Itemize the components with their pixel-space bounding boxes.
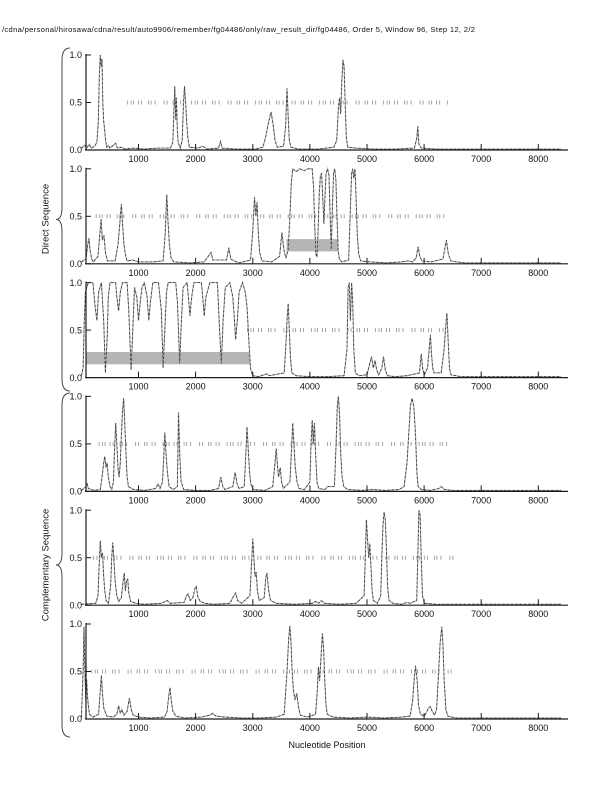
trace-dark <box>81 626 561 718</box>
y-tick-label: 1.0 <box>69 50 82 61</box>
y-tick-label: 0.5 <box>69 666 82 677</box>
trace-gray <box>81 510 561 604</box>
y-tick-label: 1.0 <box>69 619 82 630</box>
y-tick-label: 0.5 <box>69 439 82 450</box>
panel-complementary-frame-2 <box>69 505 568 619</box>
x-tick-label: 4000 <box>299 154 320 164</box>
x-tick-label: 1000 <box>128 154 149 164</box>
panel-direct-frame-3 <box>69 278 568 392</box>
highlight-bar <box>86 352 250 364</box>
x-tick-label: 5000 <box>356 267 378 278</box>
x-tick-label: 3000 <box>242 267 263 278</box>
y-tick-label: 0.0 <box>69 600 82 611</box>
y-tick-label: 1.0 <box>69 505 82 516</box>
complementary-sequence-label: Complementary Sequence <box>40 508 52 622</box>
x-tick-label: 2000 <box>185 381 206 392</box>
x-tick-label: 7000 <box>471 154 492 164</box>
y-tick-label: 0.0 <box>69 145 82 156</box>
x-tick-label: 6000 <box>414 154 435 164</box>
y-tick-label: 1.0 <box>69 391 82 402</box>
x-tick-label: 8000 <box>528 154 549 164</box>
trace-dark <box>81 510 561 604</box>
trace-gray <box>81 396 561 490</box>
y-tick-label: 1.0 <box>69 164 82 174</box>
panel-complementary-frame-3 <box>69 619 568 733</box>
x-tick-label: 2000 <box>185 154 206 164</box>
x-tick-label: 3000 <box>242 609 263 620</box>
x-tick-label: 4000 <box>299 723 320 733</box>
y-tick-label: 0.5 <box>69 97 82 108</box>
x-tick-label: 3000 <box>242 723 263 733</box>
x-tick-label: 5000 <box>356 495 378 506</box>
x-tick-label: 5000 <box>356 154 378 164</box>
complementary-sequence-brace <box>56 393 70 737</box>
x-tick-label: 8000 <box>528 381 549 392</box>
x-tick-label: 6000 <box>414 609 435 620</box>
x-tick-label: 3000 <box>242 154 263 164</box>
x-tick-label: 8000 <box>528 495 549 506</box>
x-tick-label: 2000 <box>185 609 206 620</box>
x-tick-label: 4000 <box>299 381 320 392</box>
x-tick-label: 7000 <box>471 267 492 278</box>
x-tick-label: 7000 <box>471 381 492 392</box>
x-tick-label: 1000 <box>128 495 149 506</box>
x-tick-label: 4000 <box>299 609 320 620</box>
y-tick-label: 1.0 <box>69 277 82 288</box>
y-tick-label: 0.0 <box>69 259 82 269</box>
y-tick-label: 0.0 <box>69 714 82 725</box>
y-tick-label: 0.5 <box>69 552 82 563</box>
x-tick-label: 1000 <box>128 723 149 733</box>
trace-gray <box>81 55 561 149</box>
panel-complementary-frame-1 <box>69 392 568 506</box>
trace-gray <box>81 626 561 718</box>
x-tick-label: 3000 <box>242 381 263 392</box>
x-tick-label: 4000 <box>299 495 320 506</box>
x-tick-label: 5000 <box>356 723 378 733</box>
x-axis-label: Nucleotide Position <box>288 740 366 750</box>
y-tick-label: 0.0 <box>69 372 82 383</box>
x-tick-label: 4000 <box>299 267 320 278</box>
x-tick-label: 5000 <box>356 609 378 620</box>
x-tick-label: 1000 <box>128 609 149 620</box>
x-tick-label: 6000 <box>414 723 435 733</box>
x-tick-label: 8000 <box>528 723 549 733</box>
x-tick-label: 8000 <box>528 267 549 278</box>
y-tick-label: 0.5 <box>69 325 82 336</box>
x-tick-label: 2000 <box>185 495 206 506</box>
x-tick-label: 6000 <box>414 267 435 278</box>
x-tick-label: 6000 <box>414 381 435 392</box>
panel-direct-frame-2 <box>69 164 568 278</box>
direct-sequence-label: Direct Sequence <box>40 183 52 255</box>
y-tick-label: 0.5 <box>69 211 82 222</box>
trace-dark <box>81 55 561 149</box>
x-tick-label: 2000 <box>185 723 206 733</box>
x-tick-label: 7000 <box>471 495 492 506</box>
plot-title: /cdna/personal/hirosawa/cdna/result/auto9906/remember/fg04486/only/raw_result_dir/fg04486, Order 5, Window 96, Step 12, 2/2 <box>2 25 476 34</box>
x-tick-label: 7000 <box>471 723 492 733</box>
direct-sequence-brace <box>56 48 70 391</box>
x-tick-label: 5000 <box>356 381 378 392</box>
x-tick-label: 7000 <box>471 609 492 620</box>
y-tick-label: 0.0 <box>69 486 82 497</box>
panel-direct-frame-1 <box>69 50 568 164</box>
x-tick-label: 1000 <box>128 381 149 392</box>
x-tick-label: 8000 <box>528 609 549 620</box>
x-tick-label: 1000 <box>128 267 149 278</box>
x-tick-label: 2000 <box>185 267 206 278</box>
x-tick-label: 6000 <box>414 495 435 506</box>
trace-dark <box>81 396 561 490</box>
x-tick-label: 3000 <box>242 495 263 506</box>
